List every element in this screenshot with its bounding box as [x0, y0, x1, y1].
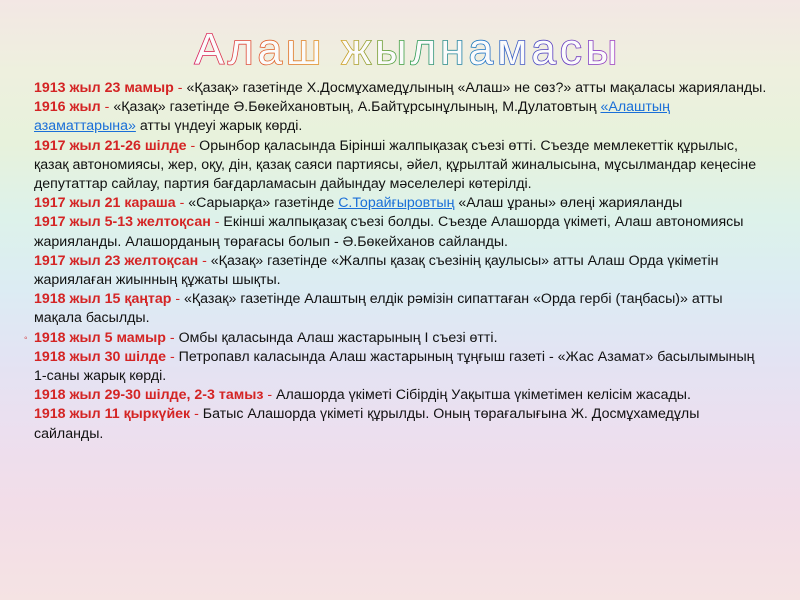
entry-text: Батыс Алашорда үкіметі құрылды. Оның төрағалығына Ж. Досмұхамедұлы сайланды. — [34, 406, 700, 442]
entry-text: Омбы қаласында Алаш жастарының І съезі өтті. — [178, 329, 498, 346]
page-title — [0, 20, 800, 76]
timeline-entry — [34, 79, 770, 98]
entry-separator: - — [175, 195, 189, 212]
entry-date: 1918 жыл 5 мамыр — [34, 329, 166, 346]
entry-date: 1918 жыл 29-30 шілде, 2-3 тамыз — [34, 387, 264, 404]
timeline-entry — [34, 213, 770, 251]
entry-separator: - — [210, 214, 224, 231]
entry-separator: - — [171, 291, 185, 308]
entry-date: 1913 жыл 23 мамыр — [34, 80, 174, 96]
timeline-entry — [34, 137, 770, 195]
entry-text-after: «Алаш ұраны» өлеңі жарияланды — [454, 195, 683, 212]
timeline-list — [24, 79, 770, 444]
timeline-entry — [24, 329, 770, 348]
entry-text: Петропавл каласында Алаш жастарының тұңғыш газеті - «Жас Азамат» басылымының 1-саны жарық көрді. — [34, 348, 755, 385]
entry-text: «Қазақ» газетінде Алаштың елдік рәмізін сипаттаған «Орда гербі (таңбасы)» атты мақала басылды. — [34, 291, 723, 327]
entry-separator: - — [186, 137, 200, 154]
entry-date: 1917 жыл 5-13 желтоқсан — [34, 214, 211, 231]
timeline-entry — [34, 386, 770, 405]
entry-date: 1918 жыл 30 шілде — [34, 348, 167, 365]
entry-separator: - — [190, 406, 203, 423]
entry-separator: - — [166, 348, 179, 365]
timeline-entry — [34, 252, 770, 290]
timeline-entry — [34, 290, 770, 328]
timeline-entry — [34, 98, 770, 136]
entry-text: «Қазақ» газетінде «Жалпы қазақ съезінің қаулысы» атты Алаш Орда үкіметін жариялаған жиынның құжаты шықты. — [34, 252, 719, 289]
entry-date: 1917 жыл 21-26 шілде — [34, 137, 187, 154]
timeline-entry — [34, 405, 770, 443]
entry-date: 1917 жыл 21 караша — [34, 195, 176, 212]
entry-separator: - — [198, 252, 211, 269]
entry-text: Екінші жалпықазақ съезі болды. Съезде Алашорда үкіметі, Алаш автономиясы жарияланды. Алашорданың төрағасы болып - Ә.Бөкейханов сайланды. — [34, 214, 744, 250]
entry-text-after: атты үндеуі жарық көрді. — [135, 118, 303, 135]
entry-text: «Қазақ» газетінде Ә.Бөкейхановтың, А.Байтұрсынұлының, М.Дулатовтың — [113, 99, 601, 116]
entry-date: 1918 жыл 15 қаңтар — [34, 291, 172, 308]
entry-separator: - — [173, 80, 187, 96]
entry-text: «Қазақ» газетінде Х.Досмұхамедұлының «Алаш» не сөз?» атты мақаласы жарияланды. — [186, 80, 767, 96]
entry-link[interactable]: С.Торайғыровтың — [338, 195, 455, 212]
entry-link[interactable]: «Алаштың азаматтарына» — [34, 99, 670, 135]
entry-date: 1916 жыл — [34, 99, 101, 116]
entry-separator: - — [263, 387, 276, 404]
timeline-entry — [34, 194, 770, 213]
entry-separator: - — [165, 329, 179, 346]
entry-text: Орынбор қаласында Бірінші жалпықазақ съезі өтті. Съезде мемлекеттік құрылыс, қазақ автономиясы, жер, оқу, дін, қазақ саяси партиясы, әйел, құрылтай жиналысына, мұсылмандар кеңесіне депутаттар сайлау, партия бағдарламасын дайындау мәселелері көтерілді. — [34, 137, 757, 193]
entry-text: «Сарыарқа» газетінде — [188, 195, 339, 212]
bullet-icon: ◦ — [24, 332, 28, 344]
entry-separator: - — [100, 99, 114, 116]
entry-date: 1918 жыл 11 қыркүйек — [34, 406, 191, 423]
entry-date: 1917 жыл 23 желтоқсан — [34, 252, 199, 269]
entry-text: Алашорда үкіметі Сібірдің Уақытша үкіметімен келісім жасады. — [275, 387, 691, 404]
title-text: Алаш жылнамасы — [194, 25, 622, 74]
timeline-entry — [34, 348, 770, 386]
